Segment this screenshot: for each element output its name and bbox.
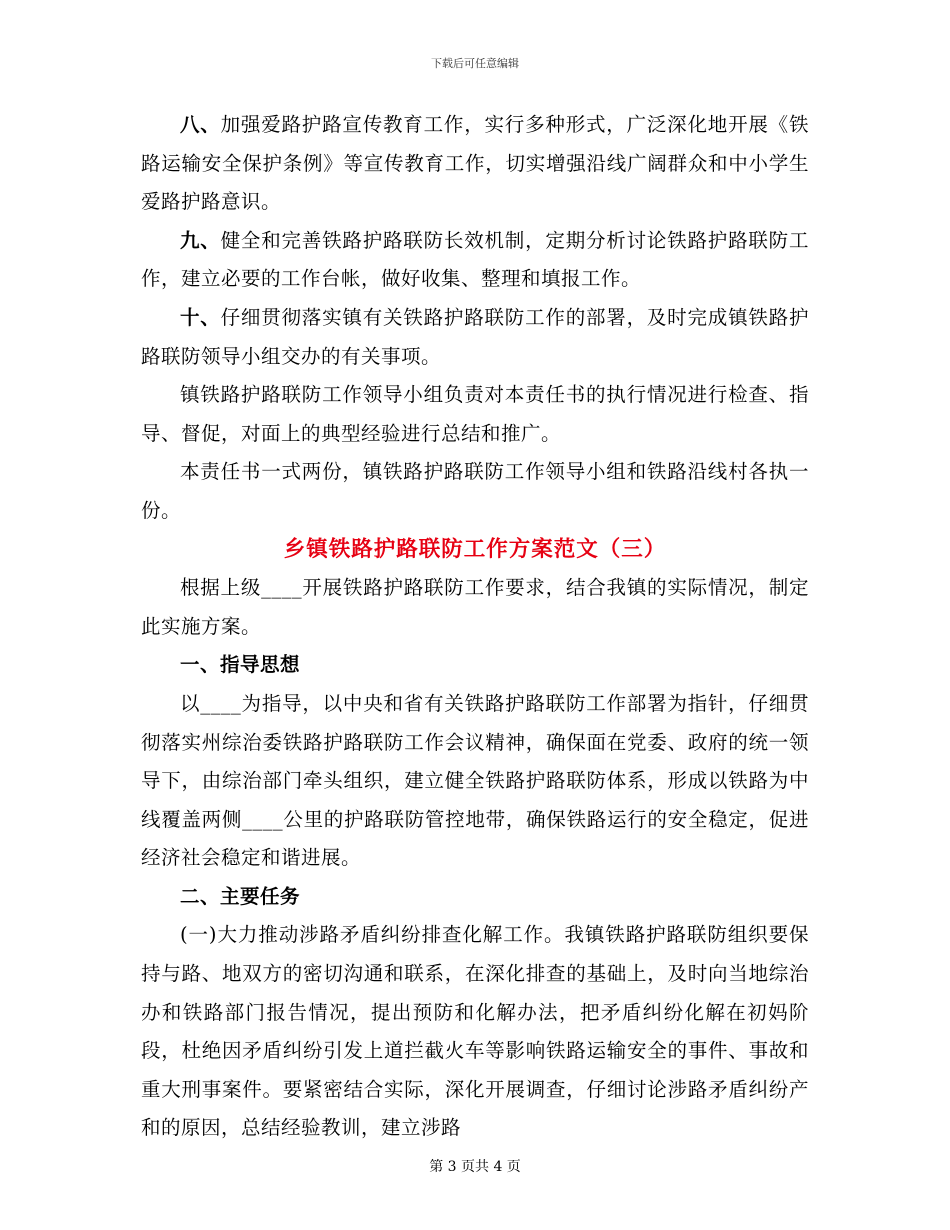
task-1-paragraph: (一)大力推动涉路矛盾纠纷排查化解工作。我镇铁路护路联防组织要保持与路、地双方的密切沟通和联系，在深化排查的基础上，及时向当地综治办和铁路部门报告情况，提出预防和化解办法，把矛盾纠纷化解在初妈阶段，杜绝因矛盾纠纷引发上道拦截火车等影响铁路运输安全的事件、事故和重大刑事案件。要紧密结合实际，深化开展调查，仔细讨论涉路矛盾纠纷产和的原因，总结经验教训，建立涉路 [141,923,809,1140]
page-footer: 第 3 页共 4 页 [429,1159,521,1175]
paragraph-text: 加强爱路护路宣传教育工作，实行多种形式，广泛深化地开展《铁路运输安全保护条例》等宣传教育工作，切实增强沿线广阔群众和中小学生爱路护路意识。 [141,113,809,214]
paragraph-10 [141,299,809,376]
heading-guiding-ideology: 一、指导思想 [180,653,301,677]
paragraph-9 [141,222,809,299]
paragraph-11: 镇铁路护路联防工作领导小组负责对本责任书的执行情况进行检查、指导、督促，对面上的典型经验进行总结和推广。 [141,383,809,445]
item-number: 十、 [180,305,221,329]
paragraph-text: 健全和完善铁路护路联防长效机制，定期分析讨论铁路护路联防工作，建立必要的工作台帐，做好收集、整理和填报工作。 [141,228,809,291]
guiding-paragraph: 以____为指导，以中央和省有关铁路护路联防工作部署为指针，仔细贯彻落实州综治委铁路护路联防工作会议精神，确保面在党委、政府的统一领导下，由综治部门牵头组织，建立健全铁路护路联防体系，形成以铁路为中线覆盖两侧____公里的护路联防管控地带，确保铁路运行的安全稳定，促进经济社会稳定和谐进展。 [141,691,809,870]
section-title: 乡镇铁路护路联防工作方案范文（三） [283,536,667,562]
paragraph-8 [141,106,809,222]
document-body [141,106,809,1148]
paragraph-text: 仔细贯彻落实镇有关铁路护路联防工作的部署，及时完成镇铁路护路联防领导小组交办的有关事项。 [141,305,809,368]
item-number: 九、 [180,228,221,252]
page-header: 下载后可任意编辑 [431,57,519,70]
intro-paragraph: 根据上级____开展铁路护路联防工作要求，结合我镇的实际情况，制定此实施方案。 [141,576,809,638]
heading-main-tasks: 二、主要任务 [180,884,301,908]
item-number: 八、 [180,113,221,136]
paragraph-12: 本责任书一式两份，镇铁路护路联防工作领导小组和铁路沿线村各执一份。 [141,460,809,522]
